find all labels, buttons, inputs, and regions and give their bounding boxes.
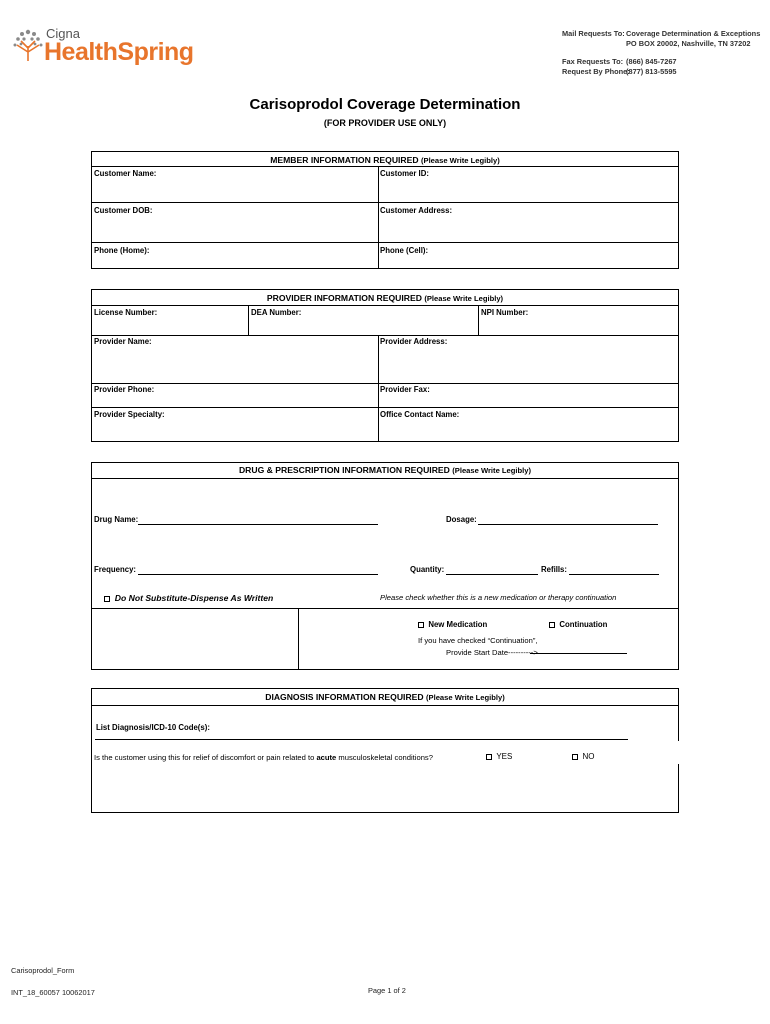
dns-option[interactable] [104,593,273,603]
divider [378,335,379,442]
drug-heading-note: (Please Write Legibly) [452,466,532,475]
yes-label: YES [496,752,513,761]
yes-option[interactable] [486,752,512,761]
check-note: Please check whether this is a new medication or therapy continuation [380,593,617,602]
quantity-label: Quantity: [410,565,445,574]
phone-cell-field[interactable]: Phone (Cell): [380,246,429,255]
list-diagnosis-label: List Diagnosis/ICD-10 Code(s): [96,723,210,732]
start-date-label: Provide Start Date----------> [446,648,538,657]
drug-heading-title: DRUG & PRESCRIPTION INFORMATION REQUIRED [238,465,450,475]
divider [378,166,379,269]
provider-section [91,289,679,442]
member-heading-title: MEMBER INFORMATION REQUIRED [270,155,419,165]
phone-label: Request By Phone: [562,67,630,76]
start-date-input[interactable] [530,653,627,654]
form-code: INT_18_60057 10062017 [11,988,95,997]
new-medication-option[interactable] [418,620,487,629]
frequency-input[interactable] [138,574,378,575]
drug-heading [91,465,679,475]
provider-name-field[interactable]: Provider Name: [94,337,152,346]
customer-name-field[interactable]: Customer Name: [94,169,157,178]
refills-input[interactable] [569,574,659,575]
acute-question [94,753,433,762]
drug-name-label: Drug Name: [94,515,139,524]
continuation-label: Continuation [559,620,608,629]
frequency-label: Frequency: [94,565,137,574]
quantity-input[interactable] [446,574,538,575]
no-label: NO [582,752,595,761]
continuation-option[interactable] [549,620,607,629]
divider [91,335,679,336]
list-diagnosis-input[interactable] [95,739,628,740]
logo-healthspring-text: HealthSpring [44,38,194,66]
customer-address-field[interactable]: Customer Address: [380,206,453,215]
customer-dob-field[interactable]: Customer DOB: [94,206,153,215]
provider-specialty-field[interactable]: Provider Specialty: [94,410,165,419]
refills-label: Refills: [541,565,567,574]
npi-number-field[interactable]: NPI Number: [481,308,529,317]
dea-number-field[interactable]: DEA Number: [251,308,302,317]
customer-id-field[interactable]: Customer ID: [380,169,429,178]
form-name: Carisoprodol_Form [11,966,75,975]
mail-label: Mail Requests To: [562,29,625,38]
phone-value: (877) 813-5595 [626,67,677,76]
dns-label: Do Not Substitute-Dispense As Written [114,593,274,603]
drug-name-input[interactable] [138,524,378,525]
if-continuation-text: If you have checked “Continuation”, [418,636,538,645]
office-contact-field[interactable]: Office Contact Name: [380,410,460,419]
page-subtitle: (FOR PROVIDER USE ONLY) [323,118,447,128]
divider [248,305,249,335]
provider-heading-note: (Please Write Legibly) [424,294,504,303]
new-medication-checkbox[interactable] [418,622,424,628]
dosage-input[interactable] [478,524,658,525]
new-medication-label: New Medication [428,620,488,629]
divider [91,383,679,384]
provider-heading-title: PROVIDER INFORMATION REQUIRED [266,293,422,303]
fax-value: (866) 845-7267 [626,57,677,66]
no-checkbox[interactable] [572,754,578,760]
phone-home-field[interactable]: Phone (Home): [94,246,150,255]
provider-phone-field[interactable]: Provider Phone: [94,385,155,394]
license-number-field[interactable]: License Number: [94,308,158,317]
yes-checkbox[interactable] [486,754,492,760]
mail-value-2: PO BOX 20002, Nashville, TN 37202 [626,39,751,48]
divider [91,407,679,408]
fax-label: Fax Requests To: [562,57,624,66]
question-text-end: musculoskeletal conditions? [336,753,433,762]
page-number: Page 1 of 2 [368,986,406,995]
page-title: Carisoprodol Coverage Determination [249,96,521,113]
provider-fax-field[interactable]: Provider Fax: [380,385,430,394]
diagnosis-heading-title: DIAGNOSIS INFORMATION REQUIRED [265,692,424,702]
divider [91,242,679,243]
member-heading [91,155,679,165]
diagnosis-heading-note: (Please Write Legibly) [425,693,505,702]
healthspring-tree-logo-icon [12,28,44,62]
logo-cigna-text: Cigna [46,26,80,41]
drug-section [91,462,679,670]
divider [91,305,679,306]
divider [91,608,679,609]
member-heading-note: (Please Write Legibly) [420,156,500,165]
continuation-checkbox[interactable] [549,622,555,628]
mail-value-1: Coverage Determination & Exceptions [626,29,761,38]
diagnosis-heading [91,692,679,702]
border-gap [676,741,681,764]
provider-address-field[interactable]: Provider Address: [380,337,448,346]
question-bold-text: acute [316,753,337,762]
diagnosis-section [91,688,679,813]
divider [298,608,299,670]
dosage-label: Dosage: [446,515,477,524]
divider [91,478,679,479]
no-option[interactable] [572,752,594,761]
divider [91,705,679,706]
divider [91,166,679,167]
question-text: Is the customer using this for relief of discomfort or pain related to [94,753,317,762]
provider-heading [91,293,679,303]
dns-checkbox[interactable] [104,596,110,602]
divider [478,305,479,335]
divider [91,202,679,203]
